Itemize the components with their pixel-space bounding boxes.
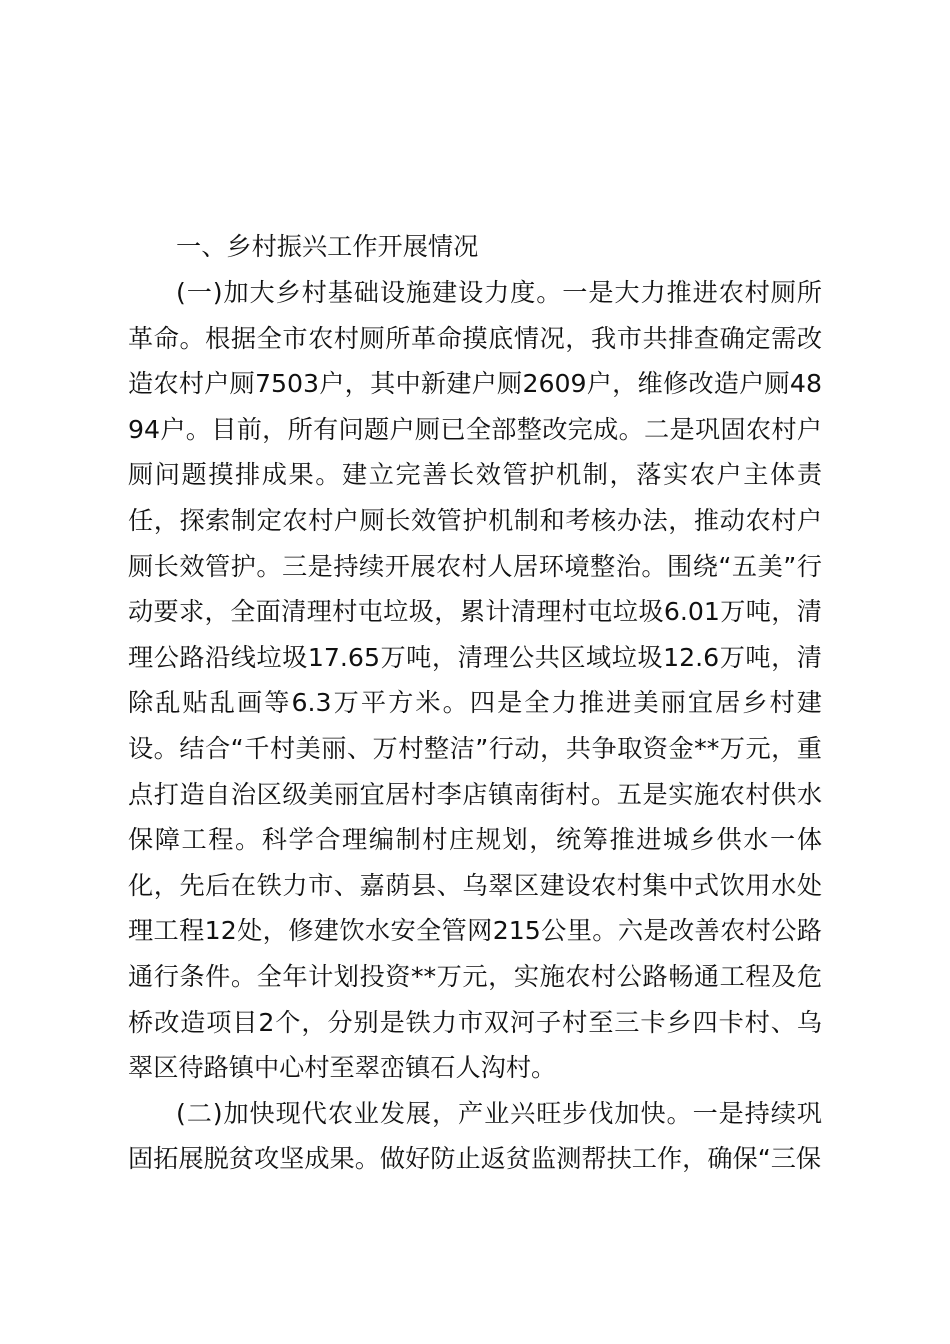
paragraph-infrastructure: (一)加大乡村基础设施建设力度。一是大力推进农村厕所革命。根据全市农村厕所革命摸底情况，我市共排查确定需改造农村户厕7503户，其中新建户厕2609户，维修改造户厕4894户。目前，所有问题户厕已全部整改完成。二是巩固农村户厕问题摸排成果。建立完善长效管护机制，落实农户主体责任，探索制定农村户厕长效管护机制和考核办法，推动农村户厕长效管护。三是持续开展农村人居环境整治。围绕“五美”行动要求，全面清理村屯垃圾，累计清理村屯垃圾6.01万吨，清理公路沿线垃圾17.65万吨，清理公共区域垃圾12.6万吨，清除乱贴乱画等6.3万平方米。四是全力推进美丽宜居乡村建设。结合“千村美丽、万村整洁”行动，共争取资金**万元，重点打造自治区级美丽宜居村李店镇南街村。五是实施农村供水保障工程。科学合理编制村庄规划，统筹推进城乡供水一体化，先后在铁力市、嘉荫县、乌翠区建设农村集中式饮用水处理工程12处，修建饮水安全管网215公里。六是改善农村公路通行条件。全年计划投资**万元，实施农村公路畅通工程及危桥改造项目2个，分别是铁力市双河子村至三卡乡四卡村、乌翠区待路镇中心村至翠峦镇石人沟村。 xyxy=(128,278,822,1083)
paragraph-agriculture: (二)加快现代农业发展，产业兴旺步伐加快。一是持续巩固拓展脱贫攻坚成果。做好防止返贫监测帮扶工作，确保“三保 xyxy=(128,1098,822,1174)
section-heading: 一、乡村振兴工作开展情况 xyxy=(176,232,479,261)
document-body xyxy=(128,224,822,1182)
